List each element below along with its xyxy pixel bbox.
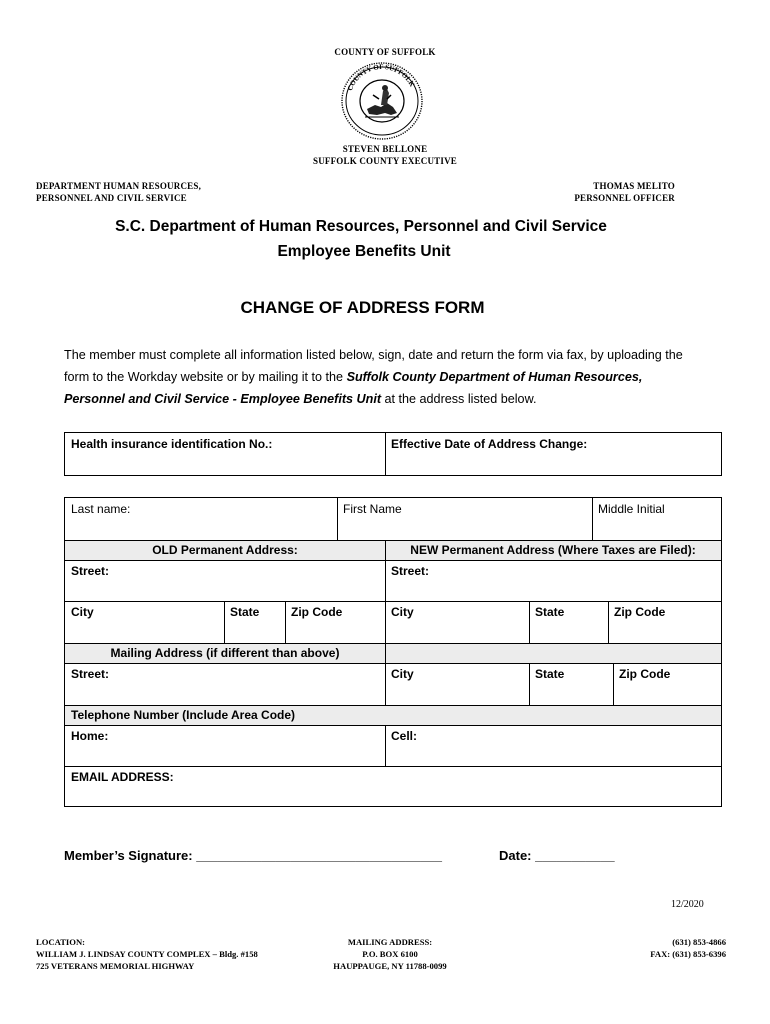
mailing-street-field[interactable]: Street:: [71, 667, 110, 681]
officer-name: THOMAS MELITO: [593, 181, 675, 191]
effective-date-field[interactable]: Effective Date of Address Change:: [391, 437, 588, 451]
middle-initial-field[interactable]: Middle Initial: [598, 502, 665, 516]
new-city-field[interactable]: City: [391, 605, 414, 619]
health-insurance-id-field[interactable]: Health insurance identification No.:: [71, 437, 273, 451]
new-state-field[interactable]: State: [535, 605, 565, 619]
old-state-field[interactable]: State: [230, 605, 260, 619]
footer-mailing-address: MAILING ADDRESS: P.O. BOX 6100 HAUPPAUGE, NY 11788-0099: [333, 937, 447, 971]
new-address-header: NEW Permanent Address (Where Taxes are Filed):: [410, 543, 696, 557]
old-city-field[interactable]: City: [71, 605, 94, 619]
officer-title: PERSONNEL OFFICER: [574, 193, 675, 203]
first-name-field[interactable]: First Name: [343, 502, 402, 516]
seal-ring-text: COUNTY OF SUFFOLK: [345, 62, 417, 92]
executive-title: SUFFOLK COUNTY EXECUTIVE: [313, 156, 457, 166]
instructions-paragraph: [64, 344, 704, 410]
instructions-lead: The member must complete all information listed below, sign, date and return the form via fax, by uploading the form to the Workday website or by mailing it to the: [64, 348, 683, 384]
department-line-2: PERSONNEL AND CIVIL SERVICE: [36, 193, 187, 203]
last-name-field[interactable]: Last name:: [71, 502, 131, 516]
mailing-city-field[interactable]: City: [391, 667, 414, 681]
id-date-section: [64, 432, 722, 476]
county-heading: COUNTY OF SUFFOLK: [334, 47, 436, 57]
form-title: CHANGE OF ADDRESS FORM: [240, 298, 485, 317]
cell-phone-field[interactable]: Cell:: [391, 729, 418, 743]
member-info-section: [64, 497, 722, 807]
mailing-zip-field[interactable]: Zip Code: [619, 667, 671, 681]
member-signature-line[interactable]: Member’s Signature: __________________________________: [64, 848, 443, 863]
instructions-emphasis: Suffolk County Department of Human Resources, Personnel and Civil Service - Employee Benefits Unit: [64, 370, 643, 406]
executive-name: STEVEN BELLONE: [342, 144, 428, 154]
mailing-address-header: Mailing Address (if different than above): [110, 646, 340, 660]
date-line[interactable]: Date: ___________: [499, 848, 615, 863]
footer-location: LOCATION: WILLIAM J. LINDSAY COUNTY COMPLEX – Bldg. #158 725 VETERANS MEMORIAL HIGHWAY: [36, 937, 258, 971]
old-address-header: OLD Permanent Address:: [152, 543, 298, 557]
telephone-header: Telephone Number (Include Area Code): [71, 708, 296, 722]
old-zip-field[interactable]: Zip Code: [291, 605, 343, 619]
footer-contact: (631) 853-4866 FAX: (631) 853-6396: [650, 937, 726, 959]
mailing-state-field[interactable]: State: [535, 667, 565, 681]
department-line-1: DEPARTMENT HUMAN RESOURCES,: [36, 181, 202, 191]
home-phone-field[interactable]: Home:: [71, 729, 109, 743]
new-street-field[interactable]: Street:: [391, 564, 430, 578]
suffolk-county-seal-icon: [337, 61, 427, 141]
new-zip-field[interactable]: Zip Code: [614, 605, 666, 619]
email-field[interactable]: EMAIL ADDRESS:: [71, 770, 174, 784]
revision-date: 12/2020: [671, 899, 704, 910]
seal-figure: [365, 85, 399, 117]
unit-title: Employee Benefits Unit: [277, 243, 451, 260]
instructions-tail: at the address listed below.: [381, 392, 537, 406]
department-title: S.C. Department of Human Resources, Personnel and Civil Service: [115, 218, 607, 235]
old-street-field[interactable]: Street:: [71, 564, 110, 578]
